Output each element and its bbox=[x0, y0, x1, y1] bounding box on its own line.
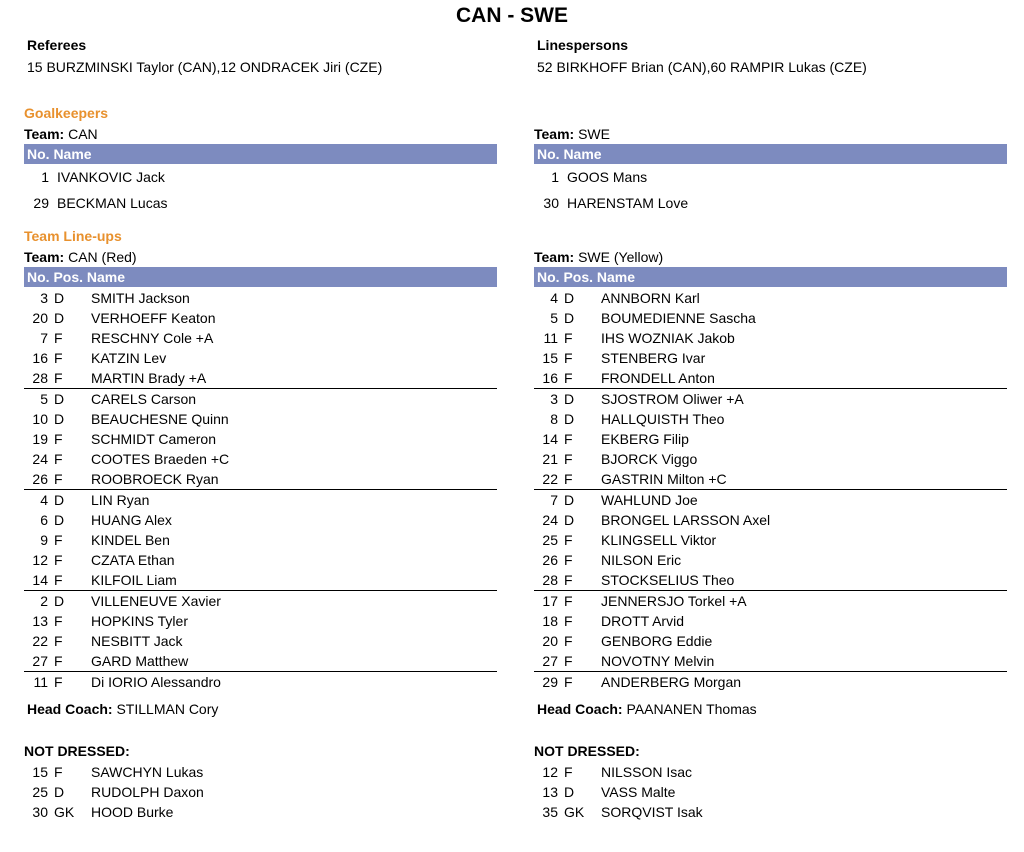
player-number: 24 bbox=[542, 512, 558, 528]
goalkeepers-right-list bbox=[534, 164, 1007, 216]
player-name: IHS WOZNIAK Jakob bbox=[601, 330, 735, 346]
player-position: F bbox=[54, 764, 63, 780]
player-row bbox=[534, 530, 1007, 550]
line-group bbox=[24, 389, 497, 490]
head-coach-label: Head Coach: bbox=[27, 701, 113, 717]
player-row bbox=[534, 389, 1007, 409]
player-position: F bbox=[54, 330, 63, 346]
player-position: F bbox=[54, 471, 63, 487]
lineup-right-team bbox=[534, 247, 1007, 267]
player-position: D bbox=[54, 492, 65, 508]
not-dressed-label: NOT DRESSED: bbox=[24, 743, 130, 759]
player-name: Di IORIO Alessandro bbox=[91, 674, 221, 690]
player-row bbox=[24, 308, 497, 328]
player-number: 27 bbox=[32, 653, 48, 669]
line-group bbox=[24, 490, 497, 591]
team-name: CAN bbox=[68, 126, 98, 142]
player-row bbox=[534, 308, 1007, 328]
player-number: 13 bbox=[542, 784, 558, 800]
player-position: F bbox=[54, 653, 63, 669]
player-row bbox=[534, 409, 1007, 429]
player-name: COOTES Braeden +C bbox=[91, 451, 230, 467]
not-dressed-label: NOT DRESSED: bbox=[534, 743, 640, 759]
player-number: 30 bbox=[32, 804, 48, 820]
player-position: F bbox=[54, 350, 63, 366]
lineup-left-list bbox=[24, 287, 497, 692]
player-number: 20 bbox=[542, 633, 558, 649]
goalkeeper-name: BECKMAN Lucas bbox=[57, 195, 168, 211]
player-row bbox=[24, 449, 497, 469]
player-row bbox=[24, 510, 497, 530]
team-name: CAN (Red) bbox=[68, 249, 137, 265]
player-name: STOCKSELIUS Theo bbox=[601, 572, 735, 588]
head-coach-name: STILLMAN Cory bbox=[116, 701, 219, 717]
player-number: 26 bbox=[542, 552, 558, 568]
player-number: 28 bbox=[542, 572, 558, 588]
player-position: D bbox=[54, 512, 65, 528]
player-number: 6 bbox=[40, 512, 48, 528]
goalkeeper-number: 29 bbox=[33, 195, 49, 211]
team-label: Team: bbox=[24, 126, 65, 142]
player-row bbox=[24, 782, 497, 802]
player-row bbox=[534, 570, 1007, 590]
player-number: 20 bbox=[32, 310, 48, 326]
player-number: 12 bbox=[542, 764, 558, 780]
player-position: F bbox=[54, 613, 63, 629]
team-name: SWE bbox=[578, 126, 610, 142]
player-name: STENBERG Ivar bbox=[601, 350, 706, 366]
player-position: F bbox=[564, 572, 573, 588]
player-number: 16 bbox=[542, 370, 558, 386]
lineup-left bbox=[24, 247, 497, 719]
player-row bbox=[24, 591, 497, 611]
goalkeeper-row bbox=[534, 190, 1007, 216]
player-number: 5 bbox=[550, 310, 558, 326]
player-position: F bbox=[564, 552, 573, 568]
player-number: 3 bbox=[550, 391, 558, 407]
player-position: F bbox=[564, 764, 573, 780]
player-row bbox=[534, 550, 1007, 570]
player-row bbox=[534, 611, 1007, 631]
player-name: BEAUCHESNE Quinn bbox=[91, 411, 229, 427]
player-position: F bbox=[564, 593, 573, 609]
player-name: VERHOEFF Keaton bbox=[91, 310, 216, 326]
player-name: WAHLUND Joe bbox=[601, 492, 698, 508]
player-name: HOPKINS Tyler bbox=[91, 613, 188, 629]
player-number: 11 bbox=[33, 674, 48, 690]
player-name: DROTT Arvid bbox=[601, 613, 684, 629]
player-position: F bbox=[564, 451, 573, 467]
player-number: 17 bbox=[542, 593, 558, 609]
player-name: KLINGSELL Viktor bbox=[601, 532, 717, 548]
player-name: KATZIN Lev bbox=[91, 350, 167, 366]
player-row bbox=[24, 288, 497, 308]
player-position: D bbox=[564, 411, 575, 427]
team-name: SWE (Yellow) bbox=[578, 249, 664, 265]
goalkeepers-header: No. Name bbox=[24, 144, 497, 164]
player-number: 10 bbox=[32, 411, 48, 427]
player-name: EKBERG Filip bbox=[601, 431, 689, 447]
player-position: F bbox=[54, 633, 63, 649]
player-number: 18 bbox=[542, 613, 558, 629]
goalkeepers-right-team bbox=[534, 124, 1007, 144]
not-dressed-right-list bbox=[534, 761, 1007, 822]
goalkeeper-row bbox=[24, 164, 497, 190]
head-coach-right bbox=[534, 699, 1007, 719]
goalkeeper-number: 30 bbox=[543, 195, 559, 211]
player-position: F bbox=[564, 431, 573, 447]
player-number: 22 bbox=[542, 471, 558, 487]
player-row bbox=[534, 631, 1007, 651]
player-name: NESBITT Jack bbox=[91, 633, 183, 649]
player-number: 9 bbox=[40, 532, 48, 548]
player-row bbox=[24, 328, 497, 348]
player-position: F bbox=[54, 532, 63, 548]
player-row bbox=[534, 328, 1007, 348]
line-group bbox=[534, 591, 1007, 672]
player-position: D bbox=[54, 391, 65, 407]
player-name: ROOBROECK Ryan bbox=[91, 471, 219, 487]
player-name: NOVOTNY Melvin bbox=[601, 653, 715, 669]
not-dressed-left-list bbox=[24, 761, 497, 822]
lineup-header: No. Pos. Name bbox=[24, 267, 497, 287]
player-row bbox=[24, 429, 497, 449]
player-name: SJOSTROM Oliwer +A bbox=[601, 391, 744, 407]
goalkeepers-left-team bbox=[24, 124, 497, 144]
player-row bbox=[24, 762, 497, 782]
player-position: D bbox=[564, 492, 575, 508]
player-number: 27 bbox=[542, 653, 558, 669]
player-position: D bbox=[564, 512, 575, 528]
player-number: 7 bbox=[550, 492, 558, 508]
player-position: D bbox=[54, 784, 65, 800]
player-position: D bbox=[54, 411, 65, 427]
player-row bbox=[534, 651, 1007, 671]
player-row bbox=[24, 530, 497, 550]
lineup-right-list bbox=[534, 287, 1007, 692]
player-row bbox=[534, 672, 1007, 692]
player-position: F bbox=[564, 653, 573, 669]
player-number: 3 bbox=[40, 290, 48, 306]
player-name: SAWCHYN Lukas bbox=[91, 764, 204, 780]
line-group bbox=[534, 490, 1007, 591]
player-name: LIN Ryan bbox=[91, 492, 150, 508]
player-name: CZATA Ethan bbox=[91, 552, 175, 568]
goalkeepers-header: No. Name bbox=[534, 144, 1007, 164]
player-position: F bbox=[54, 552, 63, 568]
player-row bbox=[534, 449, 1007, 469]
player-number: 15 bbox=[32, 764, 48, 780]
player-position: D bbox=[54, 290, 65, 306]
player-position: D bbox=[564, 290, 575, 306]
player-position: F bbox=[54, 674, 63, 690]
player-row bbox=[24, 409, 497, 429]
linespersons-value: 52 BIRKHOFF Brian (CAN),60 RAMPIR Lukas (CZE) bbox=[537, 59, 867, 75]
player-row bbox=[534, 429, 1007, 449]
player-number: 24 bbox=[32, 451, 48, 467]
player-row bbox=[24, 469, 497, 489]
player-name: VASS Malte bbox=[601, 784, 676, 800]
head-coach-left bbox=[24, 699, 497, 719]
player-number: 5 bbox=[40, 391, 48, 407]
player-name: GARD Matthew bbox=[91, 653, 189, 669]
goalkeepers-right bbox=[534, 124, 1007, 216]
player-row bbox=[534, 762, 1007, 782]
player-name: FRONDELL Anton bbox=[601, 370, 715, 386]
player-row bbox=[534, 802, 1007, 822]
player-row bbox=[534, 490, 1007, 510]
player-row bbox=[534, 591, 1007, 611]
player-position: D bbox=[564, 391, 575, 407]
player-number: 35 bbox=[542, 804, 558, 820]
lineups-section-label: Team Line-ups bbox=[24, 228, 122, 244]
lineup-right bbox=[534, 247, 1007, 719]
player-name: SORQVIST Isak bbox=[601, 804, 703, 820]
player-position: F bbox=[54, 451, 63, 467]
line-group bbox=[534, 288, 1007, 389]
player-name: GASTRIN Milton +C bbox=[601, 471, 727, 487]
player-number: 4 bbox=[40, 492, 48, 508]
player-position: D bbox=[564, 310, 575, 326]
player-number: 29 bbox=[542, 674, 558, 690]
player-number: 28 bbox=[32, 370, 48, 386]
player-position: F bbox=[564, 370, 573, 386]
player-position: F bbox=[564, 633, 573, 649]
player-row bbox=[24, 651, 497, 671]
player-row bbox=[24, 490, 497, 510]
player-row bbox=[534, 782, 1007, 802]
player-row bbox=[24, 550, 497, 570]
player-position: D bbox=[54, 310, 65, 326]
player-position: F bbox=[564, 613, 573, 629]
player-row bbox=[534, 469, 1007, 489]
player-name: CARELS Carson bbox=[91, 391, 197, 407]
player-name: ANNBORN Karl bbox=[601, 290, 700, 306]
not-dressed-left bbox=[24, 741, 497, 822]
player-position: D bbox=[54, 593, 65, 609]
team-label: Team: bbox=[534, 126, 575, 142]
player-number: 26 bbox=[32, 471, 48, 487]
player-name: JENNERSJO Torkel +A bbox=[601, 593, 747, 609]
player-number: 21 bbox=[542, 451, 558, 467]
goalkeepers-section-label: Goalkeepers bbox=[24, 105, 109, 121]
player-name: MARTIN Brady +A bbox=[91, 370, 207, 386]
player-position: F bbox=[54, 431, 63, 447]
referees-label: Referees bbox=[27, 37, 87, 53]
goalkeeper-row bbox=[24, 190, 497, 216]
goalkeeper-number: 1 bbox=[551, 169, 559, 185]
page-title: CAN - SWE bbox=[456, 4, 568, 27]
player-name: SMITH Jackson bbox=[91, 290, 190, 306]
player-name: RESCHNY Cole +A bbox=[91, 330, 214, 346]
player-name: KINDEL Ben bbox=[91, 532, 170, 548]
head-coach-name: PAANANEN Thomas bbox=[626, 701, 757, 717]
player-row bbox=[534, 348, 1007, 368]
player-position: F bbox=[564, 532, 573, 548]
player-name: BOUMEDIENNE Sascha bbox=[601, 310, 756, 326]
player-name: GENBORG Eddie bbox=[601, 633, 713, 649]
player-number: 25 bbox=[542, 532, 558, 548]
player-number: 2 bbox=[40, 593, 48, 609]
player-row bbox=[24, 611, 497, 631]
player-row bbox=[24, 570, 497, 590]
goalkeeper-name: IVANKOVIC Jack bbox=[57, 169, 165, 185]
player-name: HUANG Alex bbox=[91, 512, 172, 528]
player-number: 14 bbox=[542, 431, 558, 447]
player-name: HOOD Burke bbox=[91, 804, 174, 820]
head-coach-label: Head Coach: bbox=[537, 701, 623, 717]
player-number: 12 bbox=[32, 552, 48, 568]
player-number: 7 bbox=[40, 330, 48, 346]
player-position: GK bbox=[564, 804, 585, 820]
player-number: 22 bbox=[32, 633, 48, 649]
player-row bbox=[24, 802, 497, 822]
lineup-left-team bbox=[24, 247, 497, 267]
player-position: F bbox=[54, 370, 63, 386]
line-group bbox=[24, 591, 497, 672]
player-row bbox=[24, 348, 497, 368]
player-name: KILFOIL Liam bbox=[91, 572, 177, 588]
player-position: F bbox=[564, 330, 573, 346]
player-number: 13 bbox=[32, 613, 48, 629]
player-row bbox=[24, 389, 497, 409]
goalkeepers-left-list bbox=[24, 164, 497, 216]
player-row bbox=[534, 510, 1007, 530]
player-row bbox=[24, 368, 497, 388]
team-label: Team: bbox=[24, 249, 65, 265]
player-name: RUDOLPH Daxon bbox=[91, 784, 204, 800]
linespersons-label: Linespersons bbox=[537, 37, 629, 53]
line-group bbox=[534, 389, 1007, 490]
player-position: F bbox=[564, 471, 573, 487]
player-number: 16 bbox=[32, 350, 48, 366]
player-position: F bbox=[564, 350, 573, 366]
goalkeeper-number: 1 bbox=[41, 169, 49, 185]
player-number: 15 bbox=[542, 350, 558, 366]
referees-value: 15 BURZMINSKI Taylor (CAN),12 ONDRACEK Jiri (CZE) bbox=[27, 59, 383, 75]
player-number: 14 bbox=[32, 572, 48, 588]
player-row bbox=[534, 288, 1007, 308]
player-position: D bbox=[564, 784, 575, 800]
player-name: BJORCK Viggo bbox=[601, 451, 698, 467]
player-row bbox=[24, 672, 497, 692]
player-number: 11 bbox=[543, 330, 558, 346]
player-name: SCHMIDT Cameron bbox=[91, 431, 216, 447]
player-row bbox=[24, 631, 497, 651]
player-position: F bbox=[54, 572, 63, 588]
player-row bbox=[534, 368, 1007, 388]
goalkeeper-row bbox=[534, 164, 1007, 190]
line-group bbox=[24, 288, 497, 389]
player-position: F bbox=[564, 674, 573, 690]
player-number: 25 bbox=[32, 784, 48, 800]
player-number: 4 bbox=[550, 290, 558, 306]
player-name: BRONGEL LARSSON Axel bbox=[601, 512, 771, 528]
goalkeeper-name: GOOS Mans bbox=[567, 169, 648, 185]
player-name: VILLENEUVE Xavier bbox=[91, 593, 221, 609]
player-number: 19 bbox=[32, 431, 48, 447]
team-label: Team: bbox=[534, 249, 575, 265]
goalkeepers-left bbox=[24, 124, 497, 216]
lineup-header: No. Pos. Name bbox=[534, 267, 1007, 287]
player-name: NILSSON Isac bbox=[601, 764, 693, 780]
player-position: GK bbox=[54, 804, 75, 820]
goalkeeper-name: HARENSTAM Love bbox=[567, 195, 689, 211]
player-name: NILSON Eric bbox=[601, 552, 682, 568]
player-number: 8 bbox=[550, 411, 558, 427]
player-name: ANDERBERG Morgan bbox=[601, 674, 742, 690]
not-dressed-right bbox=[534, 741, 1007, 822]
player-name: HALLQUISTH Theo bbox=[601, 411, 725, 427]
